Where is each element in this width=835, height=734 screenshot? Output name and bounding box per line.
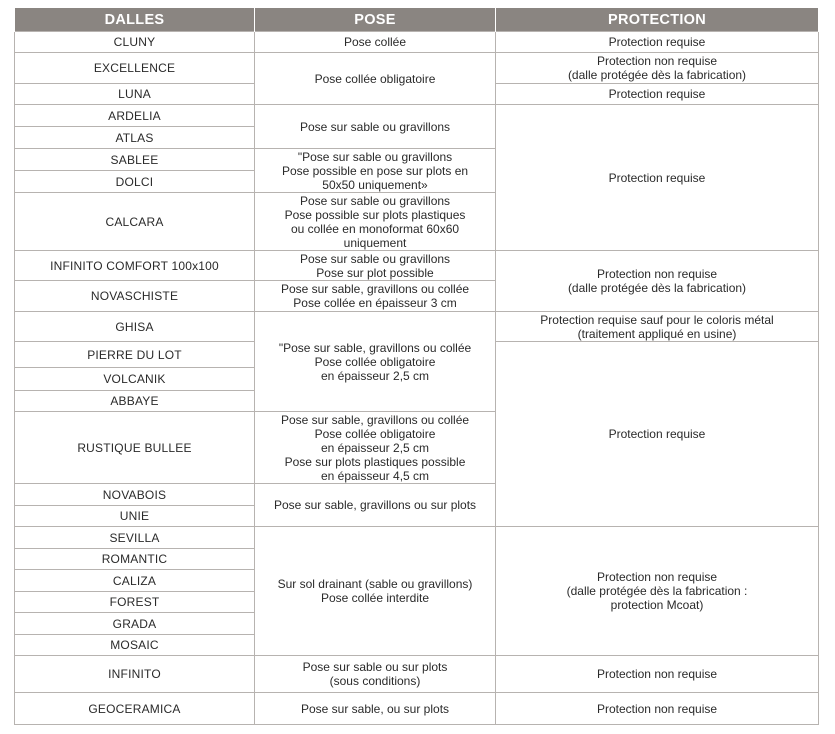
- dalle-cell: ARDELIA: [15, 105, 255, 127]
- pose-cell: "Pose sur sable, gravillons ou collée Pose collée obligatoire en épaisseur 2,5 cm: [255, 312, 496, 412]
- table-row: [15, 105, 819, 127]
- dalle-cell: GHISA: [15, 312, 255, 342]
- pose-cell: Pose sur sable, gravillons ou collée Pose collée obligatoire en épaisseur 2,5 cm Pose sur plots plastiques possible en épaisseur 4,5 cm: [255, 412, 496, 484]
- pose-cell: Pose sur sable ou gravillons Pose sur plot possible: [255, 251, 496, 281]
- dalle-cell: SEVILLA: [15, 527, 255, 549]
- dalle-cell: PIERRE DU LOT: [15, 342, 255, 368]
- table-row: [15, 693, 819, 725]
- dalle-cell: ABBAYE: [15, 391, 255, 412]
- table-row: [15, 32, 819, 53]
- dalle-cell: CALIZA: [15, 570, 255, 592]
- dalle-cell: DOLCI: [15, 171, 255, 193]
- protection-cell: Protection non requise: [496, 693, 819, 725]
- table-row: [15, 53, 819, 84]
- dalle-cell: CLUNY: [15, 32, 255, 53]
- protection-cell: Protection requise: [496, 32, 819, 53]
- dalle-cell: CALCARA: [15, 193, 255, 251]
- pose-cell: Pose sur sable ou gravillons Pose possible sur plots plastiques ou collée en monoformat 60x60 uniquement: [255, 193, 496, 251]
- dalle-cell: VOLCANIK: [15, 368, 255, 391]
- pose-cell: Pose sur sable, ou sur plots: [255, 693, 496, 725]
- header-row: [15, 8, 819, 32]
- pose-cell: "Pose sur sable ou gravillons Pose possible en pose sur plots en 50x50 uniquement»: [255, 149, 496, 193]
- dalle-cell: FOREST: [15, 592, 255, 613]
- dalle-cell: RUSTIQUE BULLEE: [15, 412, 255, 484]
- pose-cell: Pose collée obligatoire: [255, 53, 496, 105]
- pose-cell: Pose sur sable, gravillons ou collée Pose collée en épaisseur 3 cm: [255, 281, 496, 312]
- pose-cell: Pose sur sable ou sur plots (sous conditions): [255, 656, 496, 693]
- protection-cell: Protection non requise (dalle protégée dès la fabrication): [496, 251, 819, 312]
- dalle-cell: ROMANTIC: [15, 549, 255, 570]
- dalle-cell: MOSAIC: [15, 635, 255, 656]
- dalle-cell: EXCELLENCE: [15, 53, 255, 84]
- header-protection: PROTECTION: [496, 8, 819, 32]
- dalle-cell: SABLEE: [15, 149, 255, 171]
- laying-protection-table: [14, 8, 819, 725]
- table-row: [15, 312, 819, 342]
- dalle-cell: GEOCERAMICA: [15, 693, 255, 725]
- dalle-cell: GRADA: [15, 613, 255, 635]
- protection-cell: Protection requise sauf pour le coloris métal (traitement appliqué en usine): [496, 312, 819, 342]
- dalle-cell: LUNA: [15, 84, 255, 105]
- table-row: [15, 251, 819, 281]
- dalle-cell: UNIE: [15, 506, 255, 527]
- dalle-cell: NOVABOIS: [15, 484, 255, 506]
- pose-cell: Pose sur sable, gravillons ou sur plots: [255, 484, 496, 527]
- dalle-cell: INFINITO: [15, 656, 255, 693]
- protection-cell: Protection requise: [496, 342, 819, 527]
- dalle-cell: INFINITO COMFORT 100x100: [15, 251, 255, 281]
- dalle-cell: ATLAS: [15, 127, 255, 149]
- protection-cell: Protection requise: [496, 105, 819, 251]
- pose-cell: Pose sur sable ou gravillons: [255, 105, 496, 149]
- header-dalles: DALLES: [15, 8, 255, 32]
- table-row: [15, 656, 819, 693]
- pose-cell: Pose collée: [255, 32, 496, 53]
- protection-cell: Protection non requise (dalle protégée dès la fabrication): [496, 53, 819, 84]
- dalle-cell: NOVASCHISTE: [15, 281, 255, 312]
- header-pose: POSE: [255, 8, 496, 32]
- protection-cell: Protection non requise (dalle protégée dès la fabrication : protection Mcoat): [496, 527, 819, 656]
- protection-cell: Protection non requise: [496, 656, 819, 693]
- protection-cell: Protection requise: [496, 84, 819, 105]
- table-row: [15, 527, 819, 549]
- pose-cell: Sur sol drainant (sable ou gravillons) Pose collée interdite: [255, 527, 496, 656]
